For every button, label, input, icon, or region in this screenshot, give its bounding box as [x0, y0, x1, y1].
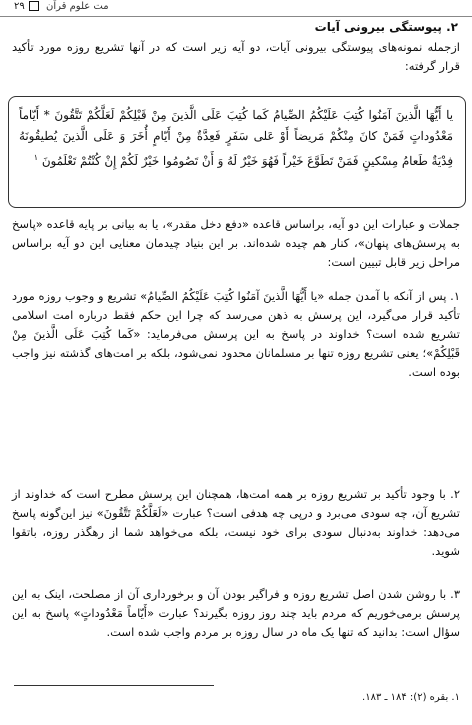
paragraph-step-3: ۳. با روشن شدن اصل تشریع روزه و فراگیر بودن آن و برخورداری آن از مصلحت، اینک به این پرسش برمی‌خوریم که مردم باید چند روز روزه بگیرند؟ عبارت «أَیّاماً مَعْدُوداتٍ» پاسخ به این سؤال است: بدانید که تنها یک ماه در سال روزه بر مردم واجب شده است.: [12, 587, 460, 639]
running-title: مت علوم قرآن: [46, 1, 109, 12]
verse-arabic: یا أَیُّهَا الَّذینَ آمَنُوا کُتِبَ عَلَیْکُمُ الصِّیامُ کَما کُتِبَ عَلَی الَّذینَ مِنْ قَبْلِکُمْ لَعَلَّکُمْ تَتَّقُونَ * أَیّاماً مَعْدُوداتٍ فَمَنْ کانَ مِنْکُمْ مَریضاً أَوْ عَلی سَفَرٍ فَعِدَّةٌ مِنْ أَیّامٍ أُخَرَ وَ عَلَی الَّذینَ یُطیقُونَهُ فِدْیَةٌ طَعامُ مِسْکینٍ فَمَنْ تَطَوَّعَ خَیْراً فَهُوَ خَیْرٌ لَهُ وَ أَنْ تَصُومُوا خَیْرٌ لَکُمْ إِنْ کُنْتُمْ تَعْلَمُونَ: [19, 108, 453, 168]
square-ornament-icon: [29, 1, 39, 11]
quran-verse-box: [8, 96, 466, 208]
footnote-mark: ۱: [33, 153, 39, 162]
footnote-divider: [14, 685, 214, 686]
page-number: ۲۹: [14, 1, 39, 12]
paragraph-step-1: ۱. پس از آنکه با آمدن جمله «یا أَیُّهَا الَّذینَ آمَنُوا کُتِبَ عَلَیْکُمُ الصِّیامُ» تشریع و وجوب روزه مورد تأکید قرار می‌گیرد، این پرسش به ذهن می‌رسد که چرا این حکم فقط درباره امت اسلامی تشریع شده است؟ خداوند در پاسخ به این پرسش می‌فرماید: «کَما کُتِبَ عَلَی الَّذینَ مِنْ قَبْلِکُمْ»؛ یعنی تشریع روزه تنها بر مسلمانان محدود نمی‌شود، بلکه بر امت‌های گذشته نیز واجب بوده است.: [12, 289, 460, 379]
paragraph-rules: جملات و عبارات این دو آیه، براساس قاعده «دفع دخل مقدر»، یا به بیانی بر پایه قاعده «پاسخ به پرسش‌های پنهان»، کنار هم چیده شده‌اند. بر این بنیاد چیدمان معنایی این دو آیه براساس مراحل زیر قابل تبیین است:: [12, 217, 460, 269]
footnote: ۱. بقره (۲): ۱۸۴ ـ ۱۸۳.: [362, 692, 460, 703]
running-header: [0, 0, 472, 17]
intro-paragraph: ازجمله نمونه‌های پیوستگی بیرونی آیات، دو آیه زیر است که در آنها تشریع روزه مورد تأکید قرار گرفته:: [12, 40, 460, 73]
paragraph-step-2: ۲. با وجود تأکید بر تشریع روزه بر همه امت‌ها، همچنان این پرسش مطرح است که خداوند از تشریع آن، چه سودی می‌برد و درپی چه هدفی است؟ عبارت «لَعَلَّکُمْ تَتَّقُونَ» نیز این‌گونه پاسخ می‌دهد: خداوند به‌دنبال سودی برای خود نیست، بلکه می‌خواهد شما از رهگذر روزه، باتقوا شوید.: [12, 487, 460, 558]
verse-text: [19, 105, 453, 172]
section-title: ۲. پیوستگی بیرونی آیات: [314, 20, 458, 34]
